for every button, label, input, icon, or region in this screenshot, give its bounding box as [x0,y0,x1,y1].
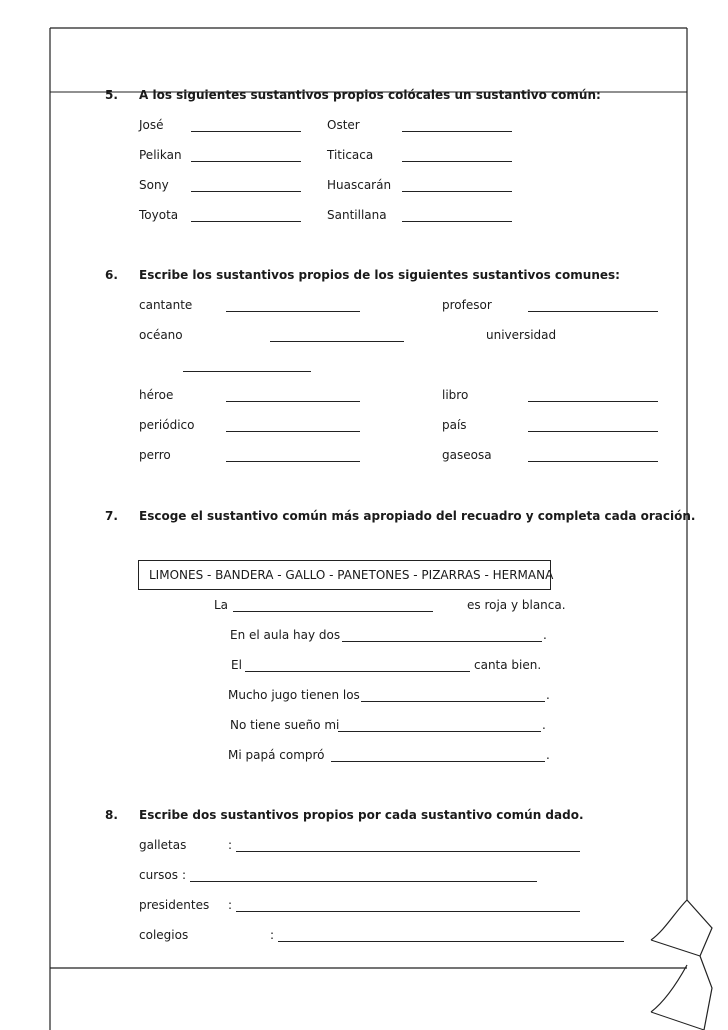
answer-blank[interactable] [183,371,311,372]
answer-blank[interactable] [236,851,580,852]
common-noun-item: cursos [139,868,178,882]
answer-blank[interactable] [402,191,512,192]
answer-blank[interactable] [528,311,658,312]
common-noun-item: gaseosa [442,448,492,462]
common-noun-item: presidentes [139,898,210,912]
common-noun-item: universidad [486,328,557,342]
sentence-text: Mi papá compró [228,748,325,762]
sentence-text: Mucho jugo tienen los [228,688,360,702]
word-box-text: LIMONES - BANDERA - GALLO - PANETONES - PIZARRAS - HERMANA [149,568,554,582]
common-noun-item: perro [139,448,171,462]
answer-blank[interactable] [528,431,658,432]
section-8-number: 8. [105,808,118,822]
sentence-text: . [542,718,546,732]
common-noun-item: libro [442,388,469,402]
section-6-title: Escribe los sustantivos propios de los siguientes sustantivos comunes: [139,268,620,282]
answer-blank[interactable] [233,611,433,612]
answer-blank[interactable] [331,761,545,762]
common-noun-item: profesor [442,298,492,312]
section-7-title: Escoge el sustantivo común más apropiado del recuadro y completa cada oración. [139,509,696,523]
common-noun-item: colegios [139,928,189,942]
answer-blank[interactable] [528,461,658,462]
answer-blank[interactable] [528,401,658,402]
section-8-title: Escribe dos sustantivos propios por cada sustantivo común dado. [139,808,584,822]
sentence-text: es roja y blanca. [467,598,566,612]
proper-noun-item: Pelikan [139,148,182,162]
answer-blank[interactable] [191,161,301,162]
colon-label: : [228,898,233,912]
proper-noun-item: Toyota [139,208,179,222]
common-noun-item: galletas [139,838,187,852]
answer-blank[interactable] [342,641,542,642]
answer-blank[interactable] [245,671,470,672]
proper-noun-item: Sony [139,178,169,192]
common-noun-item: cantante [139,298,193,312]
colon-label: : [228,838,233,852]
sentence-text: En el aula hay dos [230,628,341,642]
answer-blank[interactable] [402,221,512,222]
answer-blank[interactable] [226,461,360,462]
common-noun-item: periódico [139,418,195,432]
colon-label: : [270,928,275,942]
proper-noun-item: Santillana [327,208,387,222]
answer-blank[interactable] [402,131,512,132]
colon-label: : [182,868,187,882]
answer-blank[interactable] [226,311,360,312]
answer-blank[interactable] [190,881,537,882]
section-5-number: 5. [105,88,118,102]
section-7-number: 7. [105,509,118,523]
section-6-number: 6. [105,268,118,282]
sentence-text: canta bien. [474,658,542,672]
common-noun-item: país [442,418,467,432]
answer-blank[interactable] [278,941,624,942]
section-5-title: A los siguientes sustantivos propios colócales un sustantivo común: [139,88,601,102]
answer-blank[interactable] [236,911,580,912]
sentence-text: No tiene sueño mi [230,718,340,732]
proper-noun-item: Oster [327,118,360,132]
sentence-text: . [546,748,550,762]
answer-blank[interactable] [191,131,301,132]
common-noun-item: héroe [139,388,174,402]
answer-blank[interactable] [402,161,512,162]
answer-blank[interactable] [191,221,301,222]
proper-noun-item: José [139,118,164,132]
answer-blank[interactable] [226,431,360,432]
common-noun-item: océano [139,328,183,342]
answer-blank[interactable] [338,731,541,732]
sentence-text: El [231,658,242,672]
sentence-text: . [543,628,547,642]
proper-noun-item: Huascarán [327,178,392,192]
answer-blank[interactable] [226,401,360,402]
answer-blank[interactable] [191,191,301,192]
proper-noun-item: Titicaca [327,148,374,162]
answer-blank[interactable] [361,701,545,702]
sentence-text: . [546,688,550,702]
sentence-text: La [214,598,229,612]
answer-blank[interactable] [270,341,404,342]
